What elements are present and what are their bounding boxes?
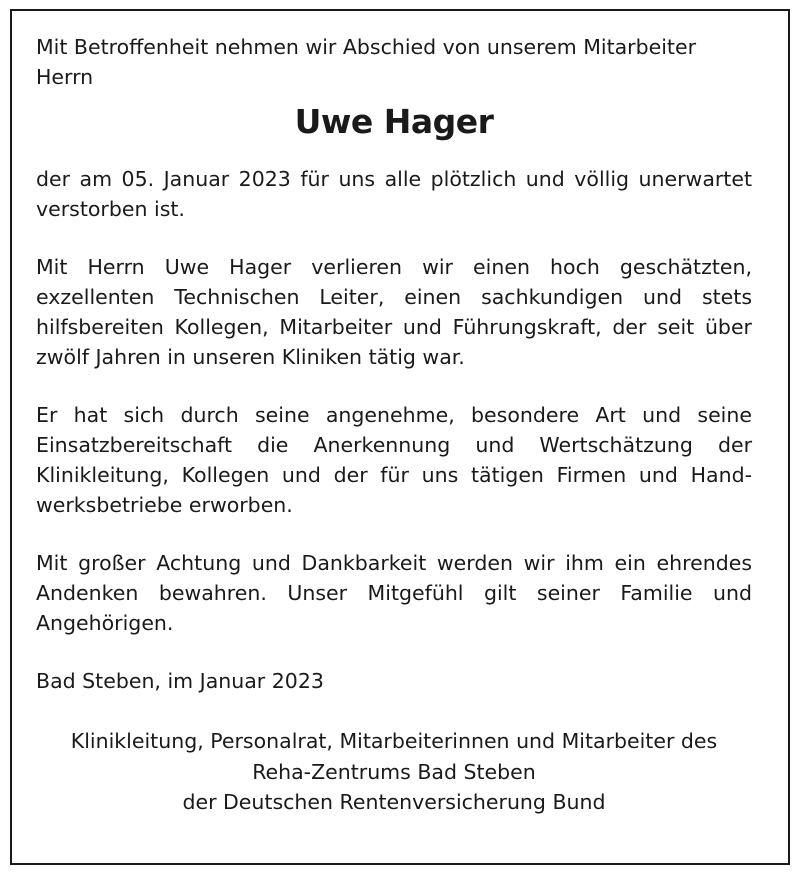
place-date: Bad Steben, im Januar 2023 [36, 669, 324, 693]
signature-line: der Deutschen Rentenversicherung Bund [182, 790, 606, 814]
paragraph-condolence: Mit großer Achtung und Dankbarkeit werden wir ihm ein ehrendes Andenken bewahren. Unser Mitgefühl gilt seiner Familie und Angehörigen. [36, 551, 752, 635]
paragraph-death-date: der am 05. Januar 2023 für uns alle plötzlich und völlig unerwartet verstorben ist. [36, 167, 752, 221]
obituary-notice [36, 32, 752, 818]
signature-line: Reha-Zentrums Bad Steben [252, 759, 536, 784]
signature-line: Klinikleitung, Personalrat, Mitarbeiterinnen und Mitarbeiter des [70, 729, 718, 753]
signature-block [36, 726, 752, 818]
paragraph-recognition: Er hat sich durch seine angenehme, besondere Art und seine Einsatzbereitschaft die Anerkennung und Wertschätzung der Klinikleitung, Kollegen und der für uns tätigen Firmen und Handwerksbetriebe erworben. [36, 403, 752, 517]
intro-text: Mit Betroffenheit nehmen wir Abschied von unserem Mitarbeiter Herrn [36, 35, 697, 89]
deceased-name: Uwe Hager [294, 102, 494, 141]
paragraph-tribute: Mit Herrn Uwe Hager verlieren wir einen hoch geschätzten, exzellenten Technischen Leiter, einen sachkundigen und stets hilfsbereiten Kollegen, Mitarbeiter und Führungskraft, der seit über zwölf Jahren in unseren Kliniken tätig war. [36, 255, 752, 369]
